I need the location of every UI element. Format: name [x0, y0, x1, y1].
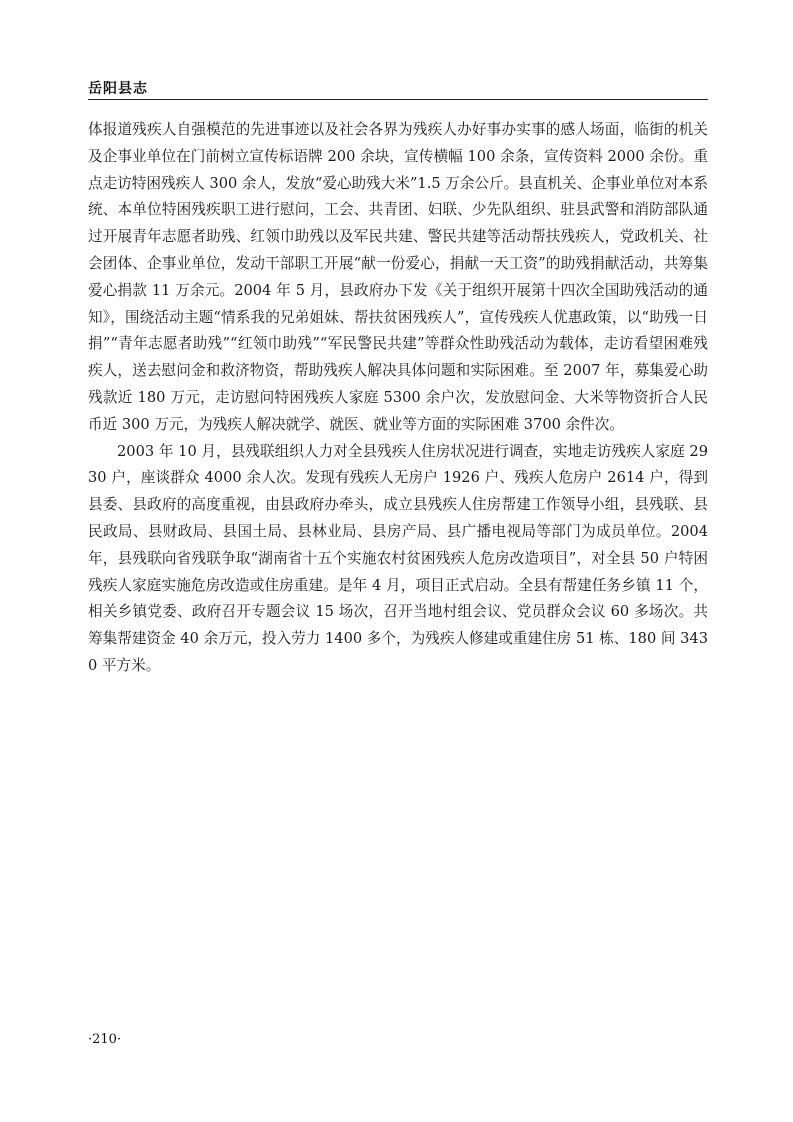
paragraph-continued: 体报道残疾人自强模范的先进事迹以及社会各界为残疾人办好事办实事的感人场面，临街的机关及企事业单位在门前树立宣传标语牌 200 余块，宣传横幅 100 余条，宣传资料 2000 余份。重点走访特困残疾人 300 余人，发放“爱心助残大米”1.5 万余公斤。县直机关、企事业单位对本系统、本单位特困残疾职工进行慰问，工会、共青团、妇联、少先队组织、驻县武警和消防部队通过开展青年志愿者助残、红领巾助残以及军民共建、警民共建等活动帮扶残疾人，党政机关、社会团体、企事业单位，发动干部职工开展“献一份爱心，捐献一天工资”的助残捐献活动，共筹集爱心捐款 11 万余元。2004 年 5 月，县政府办下发《关于组织开展第十四次全国助残活动的通知》，围绕活动主题“情系我的兄弟姐妹、帮扶贫困残疾人”，宣传残疾人优惠政策，以“助残一日捐”“青年志愿者助残”“红领巾助残”“军民警民共建”等群众性助残活动为载体，走访看望困难残疾人，送去慰问金和救济物资，帮助残疾人解决具体问题和实际困难。至 2007 年，募集爱心助残款近 180 万元，走访慰问特困残疾人家庭 5300 余户次，发放慰问金、大米等物资折合人民币近 300 万元，为残疾人解决就学、就医、就业等方面的实际困难 3700 余件次。 — [88, 121, 708, 433]
book-title: 岳阳县志 — [88, 81, 148, 97]
header-rule — [88, 99, 708, 100]
page-number: ·210· — [88, 1032, 122, 1047]
running-header — [88, 72, 708, 100]
main-text — [88, 117, 708, 680]
paragraph-housing: 2003 年 10 月，县残联组织人力对全县残疾人住房状况进行调查，实地走访残疾人家庭 2930 户，座谈群众 4000 余人次。发现有残疾人无房户 1926 户、残疾人危房户 2614 户，得到县委、县政府的高度重视，由县政府办牵头，成立县残疾人住房帮建工作领导小组，县残联、县民政局、县财政局、县国土局、县林业局、县房产局、县广播电视局等部门为成员单位。2004 年，县残联向省残联争取“湖南省十五个实施农村贫困残疾人危房改造项目”，对全县 50 户特困残疾人家庭实施危房改造或住房重建。是年 4 月，项目正式启动。全县有帮建任务乡镇 11 个，相关乡镇党委、政府召开专题会议 15 场次，召开当地村组会议、党员群众会议 60 多场次。共筹集帮建资金 40 余万元，投入劳力 1400 多个，为残疾人修建或重建住房 51 栋、180 间 3430 平方米。 — [88, 442, 708, 674]
